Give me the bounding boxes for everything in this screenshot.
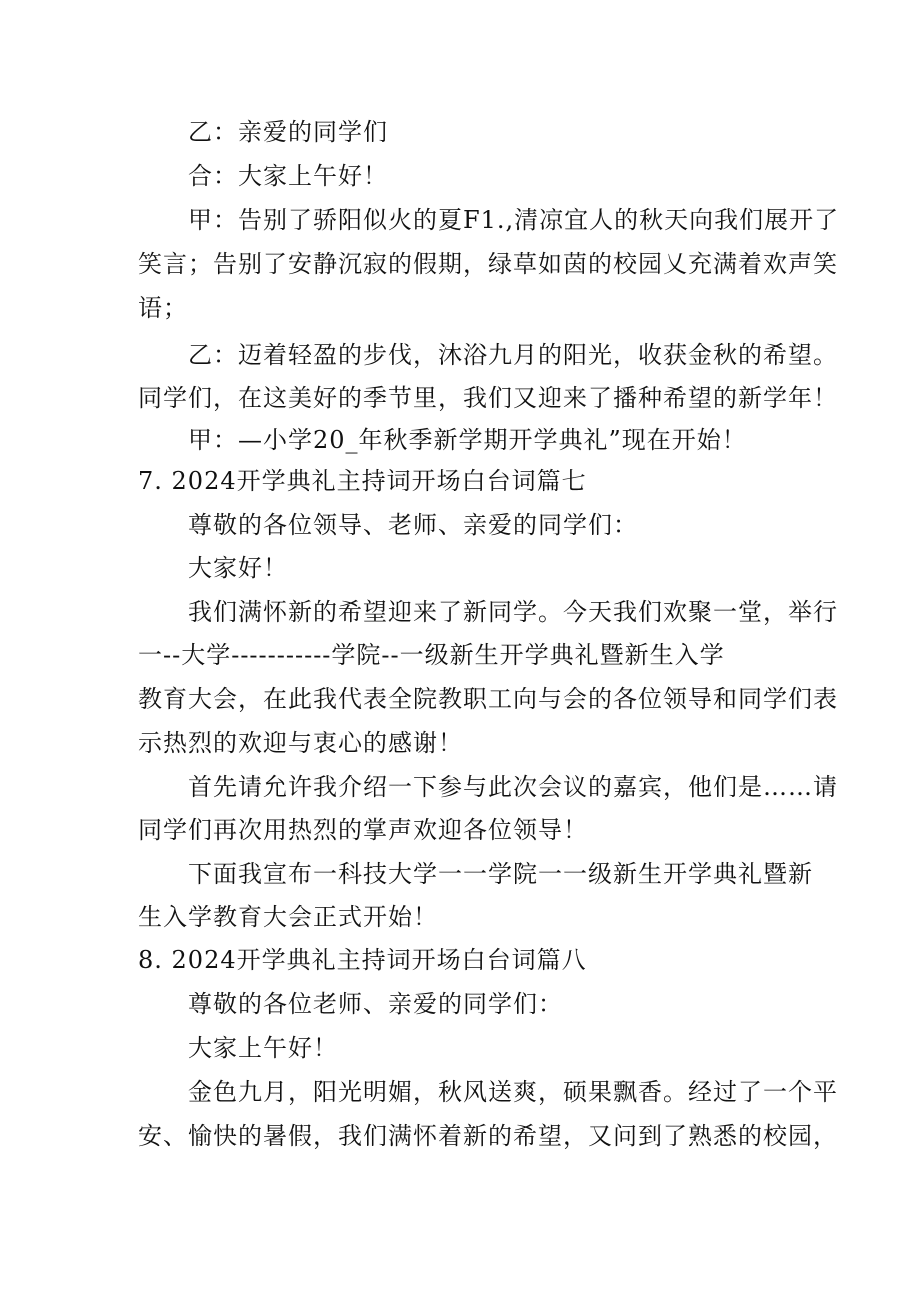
section-heading: 8. 2024开学典礼主持词开场白台词篇八 [138,946,587,974]
text-line: 乙：迈着轻盈的步伐，沐浴九月的阳光，收获金秋的希望。 [188,341,838,369]
text-line: 大家好！ [188,554,288,582]
text-line: 下面我宣布一科技大学一一学院一一级新生开学典礼暨新 [188,860,813,888]
text-line: 乙：亲爱的同学们 [188,118,388,146]
text-line: 甲：告别了骄阳似火的夏F1.,清凉宜人的秋天向我们展开了 [188,206,840,234]
text-line: 大家上午好！ [188,1034,338,1062]
text-line: 尊敬的各位老师、亲爱的同学们： [188,990,563,1018]
text-line: 生入学教育大会正式开始！ [138,903,438,931]
text-line: 教育大会，在此我代表全院教职工向与会的各位领导和同学们表 [138,685,838,713]
text-line: 合：大家上午好！ [188,162,388,190]
section-heading: 7. 2024开学典礼主持词开场白台词篇七 [138,467,587,495]
text-line: 一--大学-----------学院--一级新生开学典礼暨新生入学 [138,641,725,669]
text-line: 示热烈的欢迎与衷心的感谢！ [138,729,463,757]
text-line: 语； [138,294,188,322]
text-line: 尊敬的各位领导、老师、亲爱的同学们： [188,511,638,539]
text-line: 同学们再次用热烈的掌声欢迎各位领导！ [138,816,588,844]
text-line: 首先请允许我介绍一下参与此次会议的嘉宾，他们是……请 [188,773,838,801]
text-line: 同学们，在这美好的季节里，我们又迎来了播种希望的新学年！ [138,384,838,412]
text-line: 安、愉快的暑假，我们满怀着新的希望，又问到了熟悉的校园， [138,1122,838,1150]
text-line: 金色九月，阳光明媚，秋风送爽，硕果飘香。经过了一个平 [188,1078,838,1106]
text-line: 笑言；告别了安静沉寂的假期，绿草如茵的校园乂充满着欢声笑 [138,250,838,278]
text-line: 甲：—小学20_年秋季新学期开学典礼”现在开始！ [188,426,747,454]
text-line: 我们满怀新的希望迎来了新同学。今天我们欢聚一堂，举行 [188,598,838,626]
